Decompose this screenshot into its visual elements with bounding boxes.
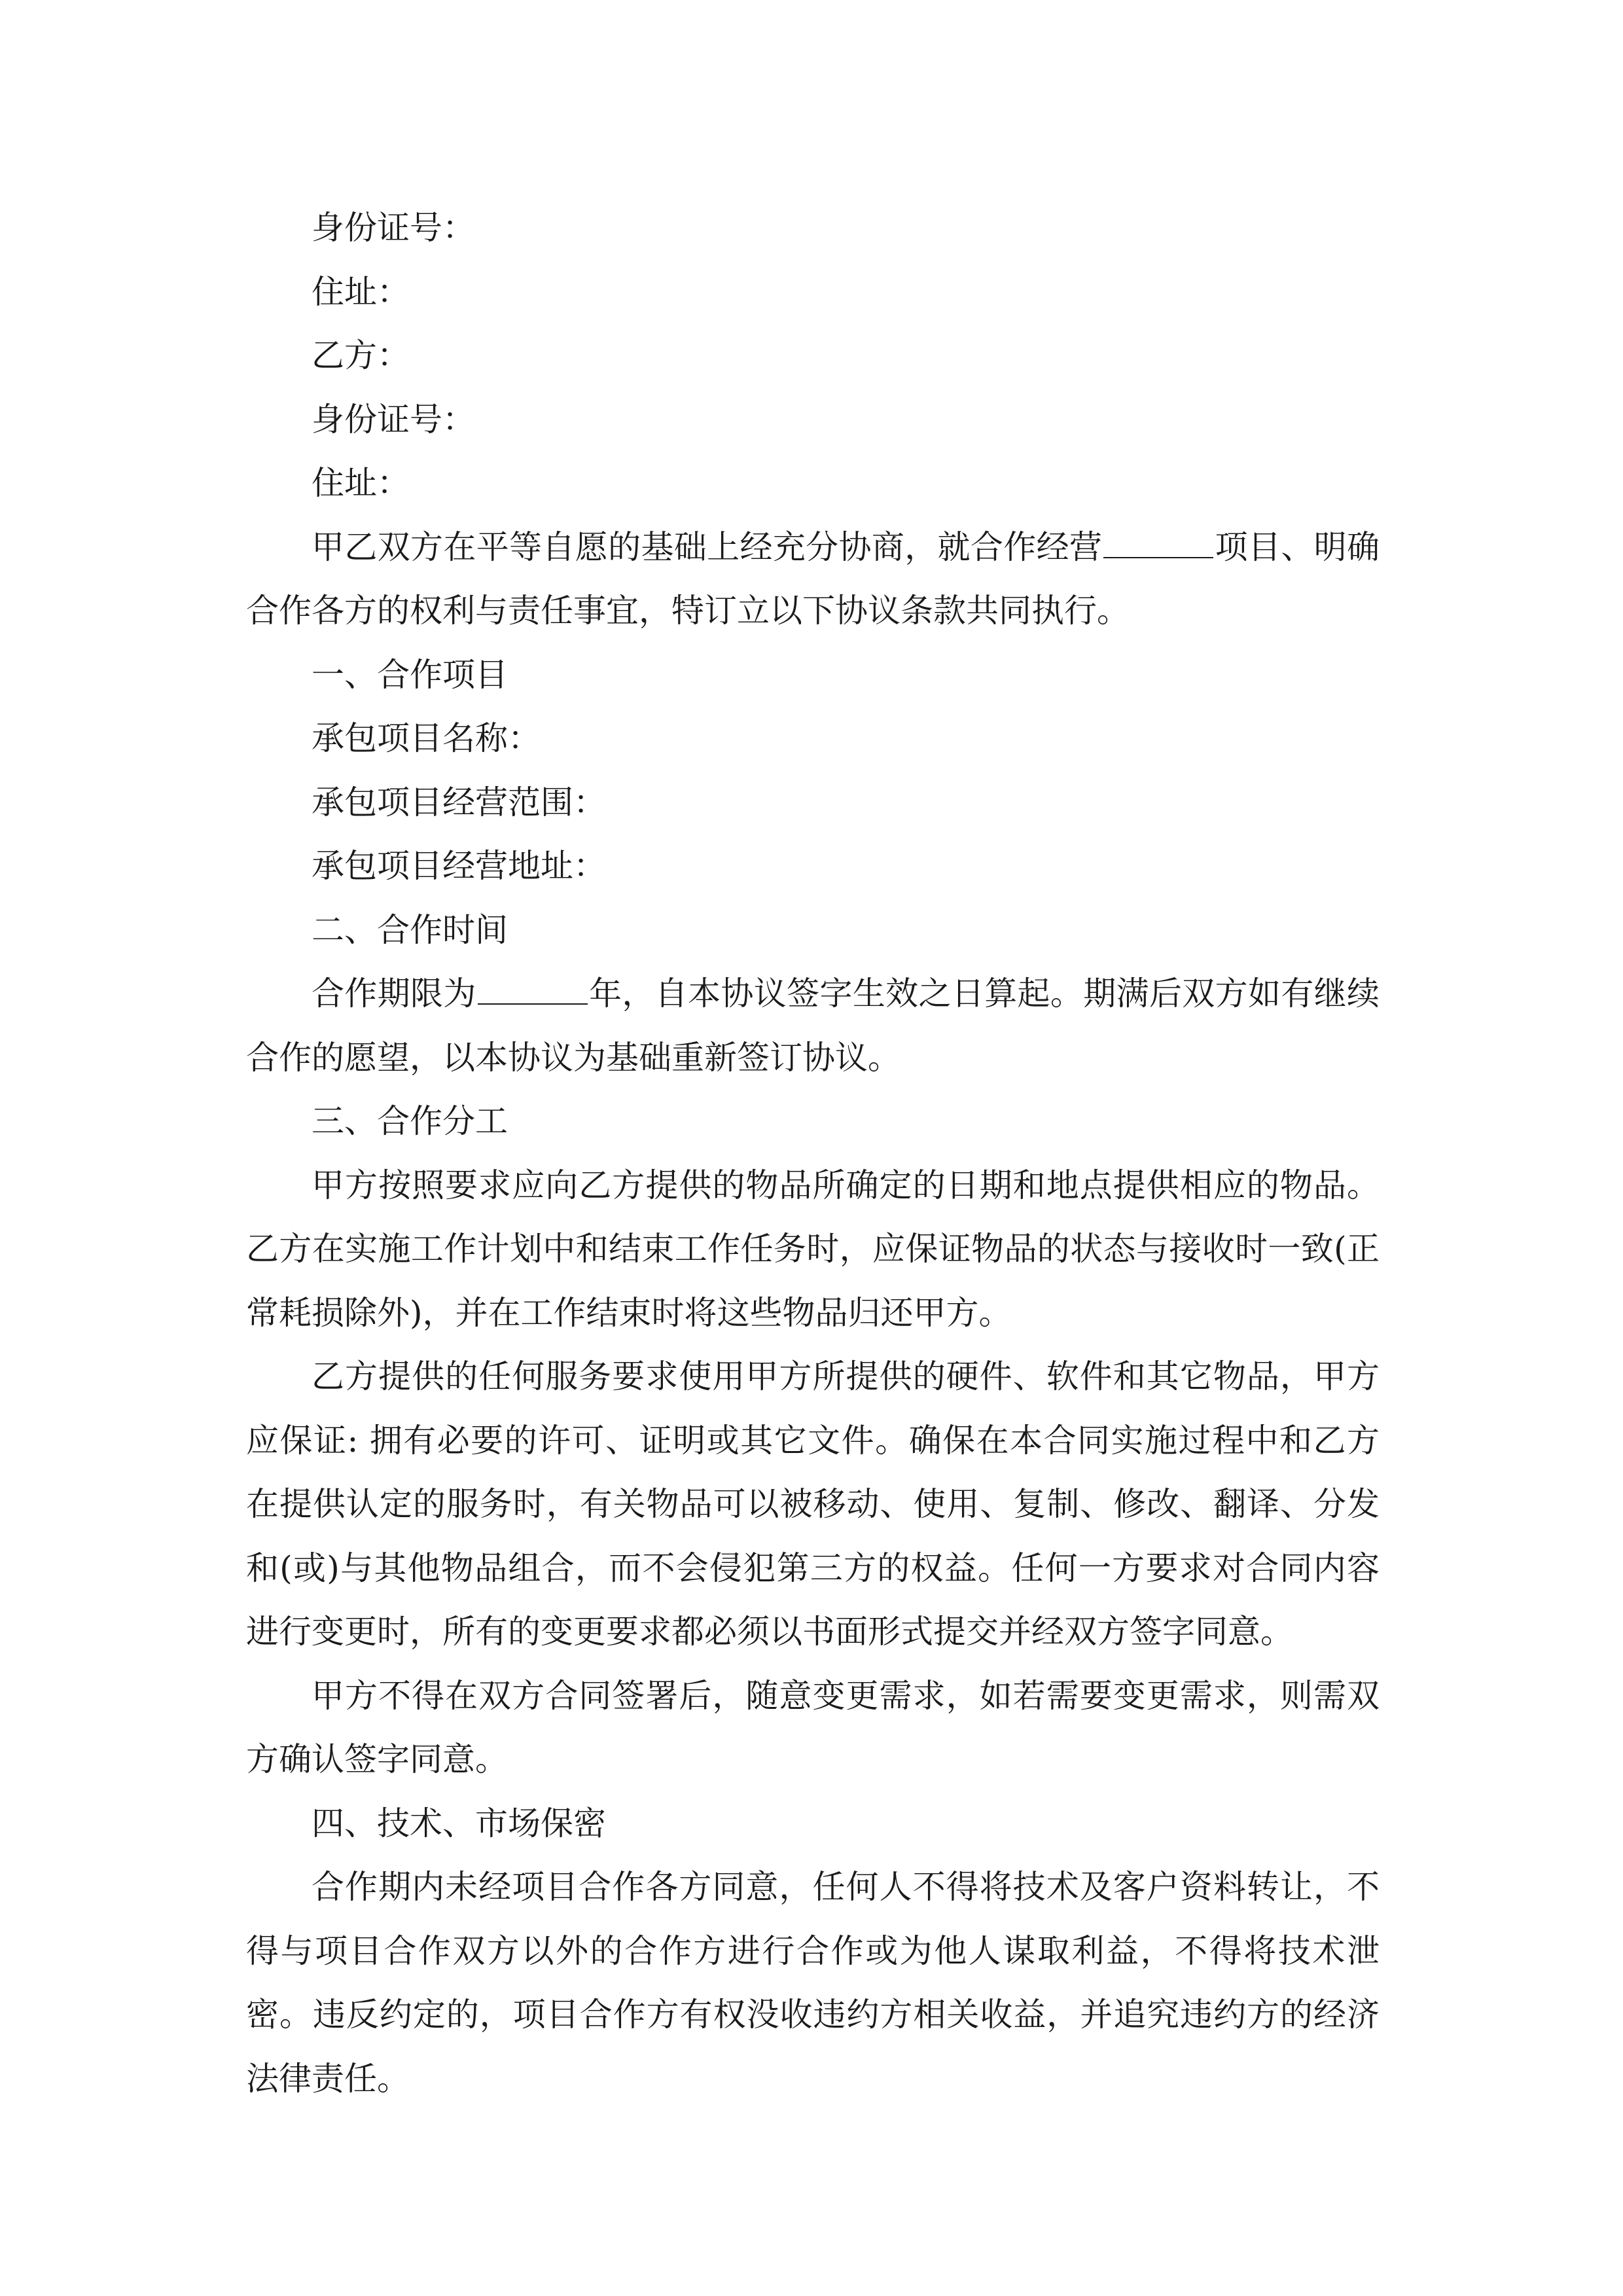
- term-paragraph: [246, 962, 1380, 1090]
- section3-paragraph-3: 甲方不得在双方合同签署后，随意变更需求，如若需要变更需求，则需双方确认签字同意。: [246, 1676, 1380, 1778]
- section3-paragraph-1: 甲方按照要求应向乙方提供的物品所确定的日期和地点提供相应的物品。乙方在实施工作计划中和结束工作任务时，应保证物品的状态与接收时一致(正常耗损除外)，并在工作结束时将这些物品归还甲方。: [246, 1166, 1380, 1332]
- project-name-label: 承包项目名称：: [312, 719, 541, 757]
- project-blank: [1103, 523, 1213, 558]
- section2-heading: 二、合作时间: [312, 910, 508, 949]
- intro-text-after: 项目、明确合作各方的权利与责任事宜，特订立以下协议条款共同执行。: [246, 528, 1380, 630]
- intro-paragraph: [246, 516, 1380, 643]
- intro-text-before: 甲乙双方在平等自愿的基础上经充分协商，就合作经营: [312, 528, 1103, 566]
- project-scope-label: 承包项目经营范围：: [312, 783, 606, 821]
- section4-paragraph-1: 合作期内未经项目合作各方同意，任何人不得将技术及客户资料转让，不得与项目合作双方以外的合作方进行合作或为他人谋取利益，不得将技术泄密。违反约定的，项目合作方有权没收违约方相关收益，并追究违约方的经济法律责任。: [246, 1868, 1380, 2098]
- term-text-before: 合作期限为: [312, 975, 476, 1013]
- contract-body: [246, 196, 1380, 2111]
- party-b-id-label: 身份证号：: [312, 400, 475, 439]
- section4-heading: 四、技术、市场保密: [312, 1804, 606, 1842]
- term-text-after: 年，自本协议签字生效之日算起。期满后双方如有继续合作的愿望，以本协议为基础重新签订协议。: [246, 975, 1380, 1077]
- party-a-address-label: 住址：: [312, 272, 410, 311]
- party-b-address-label: 住址：: [312, 464, 410, 502]
- project-address-label: 承包项目经营地址：: [312, 847, 606, 885]
- party-b-label: 乙方：: [312, 336, 410, 374]
- section1-heading: 一、合作项目: [312, 655, 508, 694]
- party-a-id-label: 身份证号：: [312, 209, 475, 247]
- term-blank: [478, 969, 588, 1005]
- section3-paragraph-2: 乙方提供的任何服务要求使用甲方所提供的硬件、软件和其它物品，甲方应保证: 拥有必要的许可、证明或其它文件。确保在本合同实施过程中和乙方在提供认定的服务时，有关物品可以被移动、使用、复制、修改、翻译、分发和(或)与其他物品组合，而不会侵犯第三方的权益。任何一方要求对合同内容进行变更时，所有的变更要求都必须以书面形式提交并经双方签字同意。: [246, 1357, 1380, 1651]
- section3-heading: 三、合作分工: [312, 1102, 508, 1140]
